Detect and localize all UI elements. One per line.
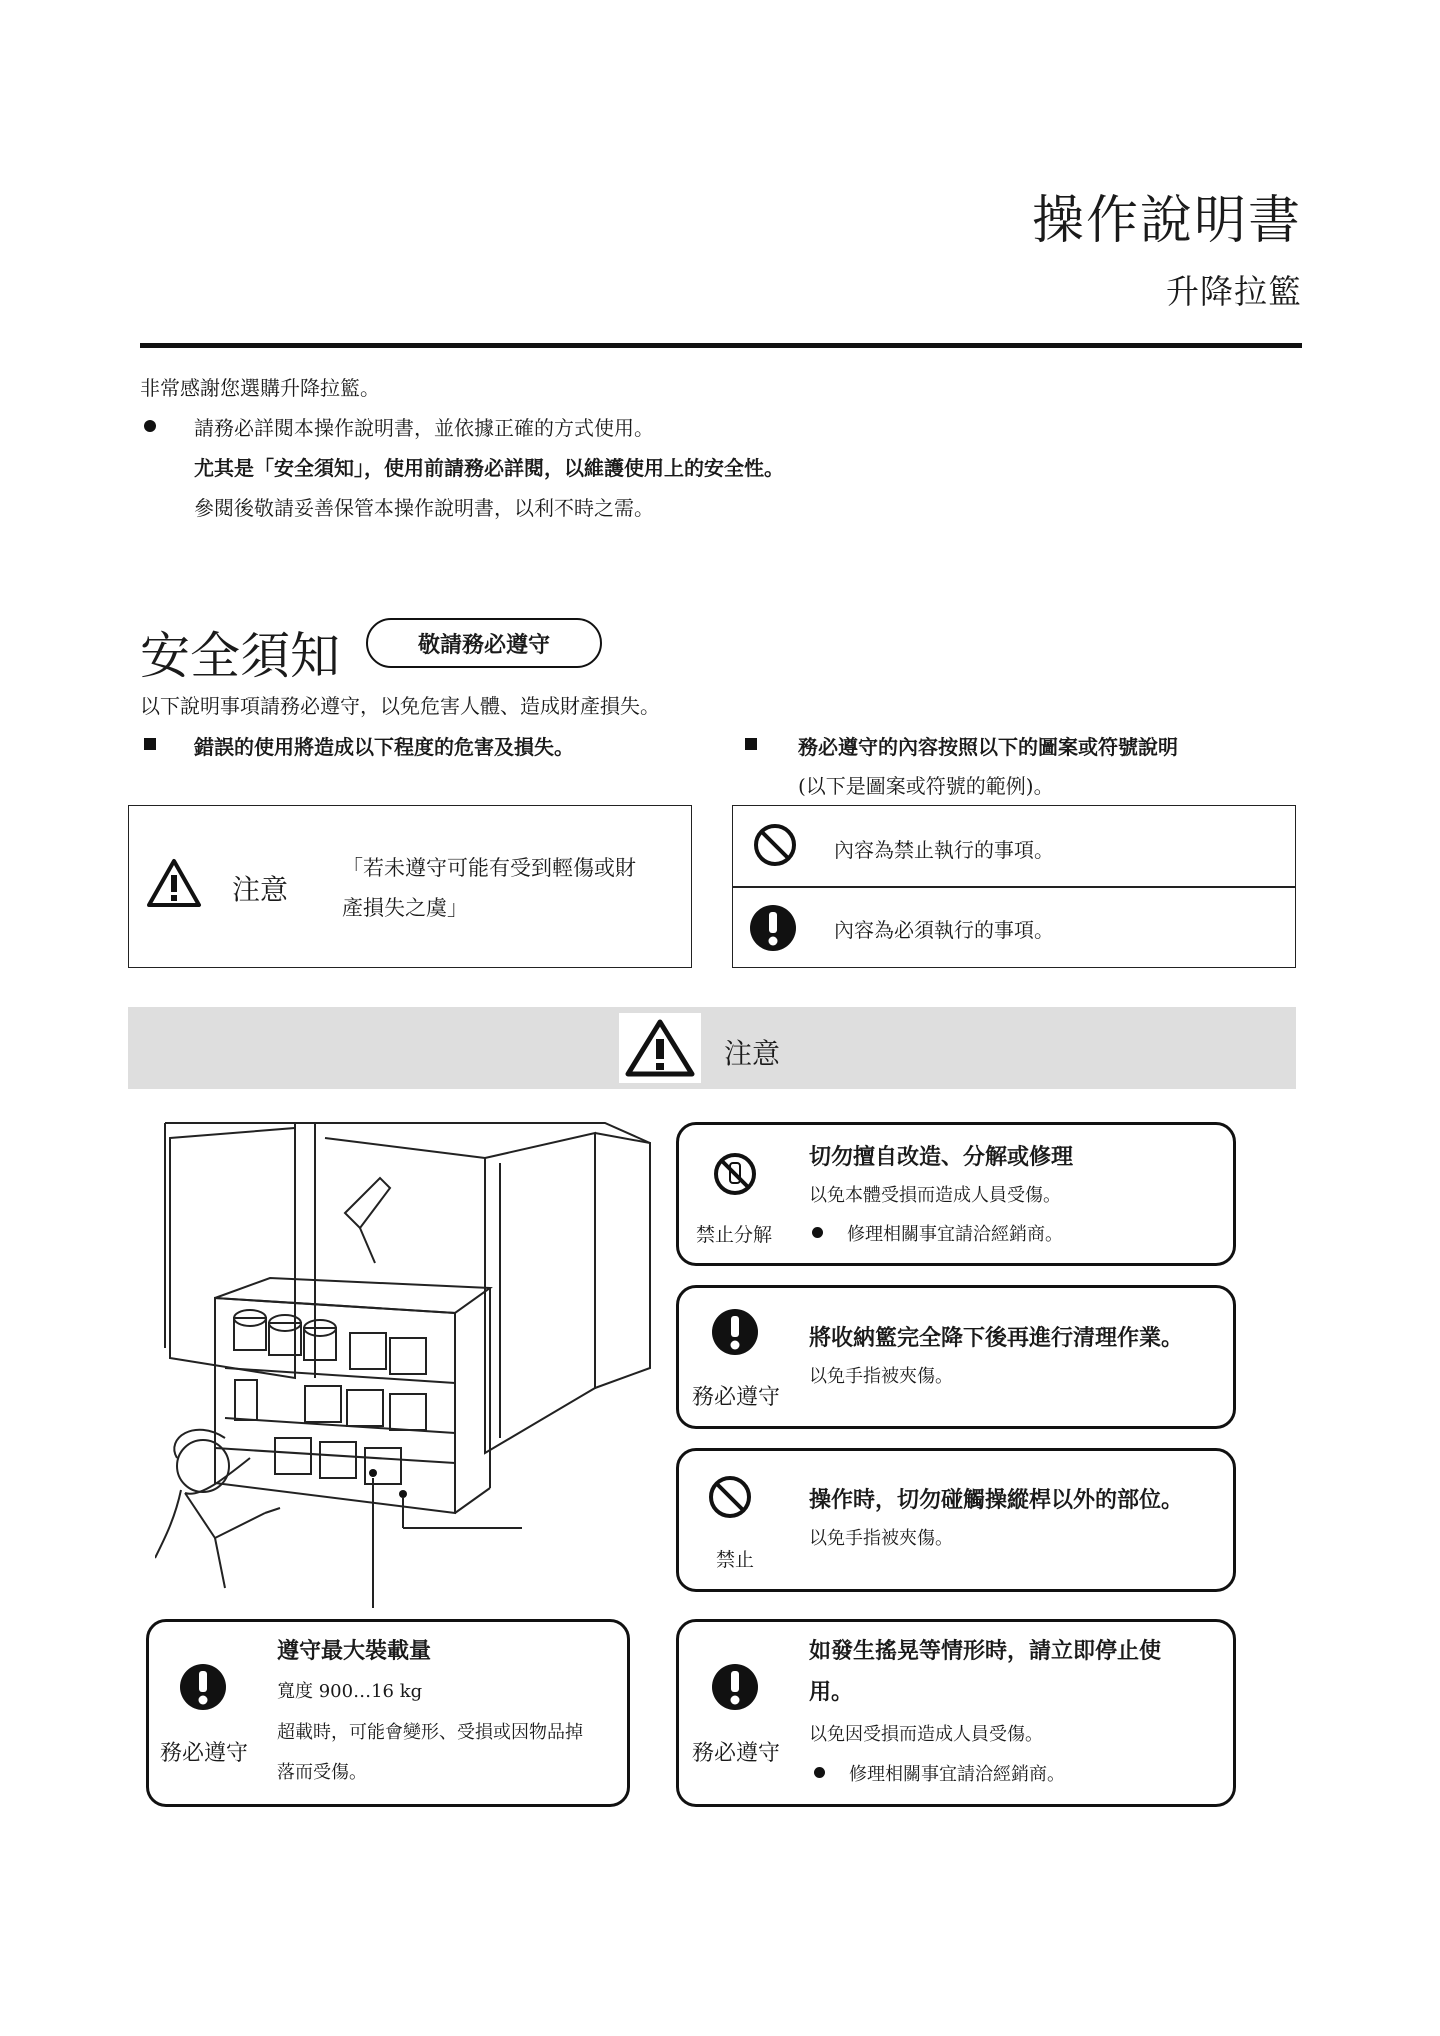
caution-legend-label: 注意 [232,873,289,906]
right-subheading: (以下是圖案或符號的範例)。 [798,774,1054,798]
no-disassembly-icon [712,1151,758,1197]
handle-text: 以免手指被夾傷。 [809,1528,953,1549]
safety-pill: 敬請務必遵守 [366,618,602,668]
caution-legend-box [128,805,692,968]
symbol-legend-divider [732,886,1296,888]
cleaning-title: 將收納籃完全降下後再進行清理作業。 [809,1326,1184,1351]
handle-title: 操作時，切勿碰觸操縱桿以外的部位。 [809,1488,1184,1513]
mandatory-legend-text: 內容為必須執行的事項。 [834,918,1054,942]
mandatory-exclamation-icon [178,1662,228,1712]
load-text-1: 寬度 900…16 kg [277,1681,423,1702]
mandatory-exclamation-icon [710,1307,760,1357]
no-disassembly-label: 禁止分解 [696,1224,773,1246]
safety-description: 以下說明事項請務必遵守，以免危害人體、造成財產損失。 [140,694,660,718]
intro-line-2: 尤其是「安全須知」，使用前請務必詳閱，以維護使用上的安全性。 [194,456,784,480]
page-subtitle: 升降拉籃 [1166,272,1302,311]
prohibition-icon [707,1474,753,1520]
no-disassembly-text: 以免本體受損而造成人員受傷。 [809,1185,1061,1206]
prohibit-legend-text: 內容為禁止執行的事項。 [834,838,1054,862]
intro-line-1: 請務必詳閱本操作說明書，並依據正確的方式使用。 [194,416,654,440]
no-disassembly-bullet [812,1227,823,1238]
prohibition-icon [752,822,798,868]
left-heading: 錯誤的使用將造成以下程度的危害及損失。 [194,735,574,759]
shake-bullet-text: 修理相關事宜請洽經銷商。 [849,1764,1065,1785]
intro-bullet [144,420,156,432]
caution-legend-text-2: 產損失之虞」 [342,896,468,920]
caution-banner-label: 注意 [724,1037,781,1070]
cleaning-text: 以免手指被夾傷。 [809,1366,953,1387]
warning-triangle-icon [146,857,202,909]
lift-basket-illustration [155,1118,665,1608]
caution-legend-text-1: 「若未遵守可能有受到輕傷或財 [342,856,636,880]
caution-banner [128,1007,1296,1089]
load-text-2: 超載時，可能會變形、受損或因物品掉 [277,1722,583,1743]
left-heading-bullet [144,738,156,750]
shake-bullet [814,1767,825,1778]
no-disassembly-title: 切勿擅自改造、分解或修理 [809,1145,1074,1170]
load-title: 遵守最大裝載量 [277,1639,432,1664]
intro-thanks: 非常感謝您選購升降拉籃。 [140,376,380,400]
mandatory-exclamation-icon [748,903,798,953]
load-text-3: 落而受傷。 [277,1762,367,1783]
safety-title: 安全須知 [140,627,340,685]
no-disassembly-bullet-text: 修理相關事宜請洽經銷商。 [847,1224,1063,1245]
shake-title-2: 用。 [809,1680,854,1705]
handle-card [676,1448,1236,1592]
warning-triangle-icon [624,1017,696,1079]
mandatory-exclamation-icon [710,1662,760,1712]
right-heading-bullet [745,738,757,750]
right-heading: 務必遵守的內容按照以下的圖案或符號說明 [798,735,1178,759]
shake-text: 以免因受損而造成人員受傷。 [809,1724,1043,1745]
load-label: 務必遵守 [160,1741,249,1766]
intro-line-3: 參閱後敬請妥善保管本操作說明書，以利不時之需。 [194,496,654,520]
shake-label: 務必遵守 [692,1741,781,1766]
handle-label: 禁止 [716,1549,755,1571]
shake-title-1: 如發生搖晃等情形時，請立即停止使 [809,1639,1162,1664]
header-divider [140,343,1302,348]
page-title: 操作說明書 [1031,191,1302,251]
cleaning-label: 務必遵守 [692,1385,781,1410]
